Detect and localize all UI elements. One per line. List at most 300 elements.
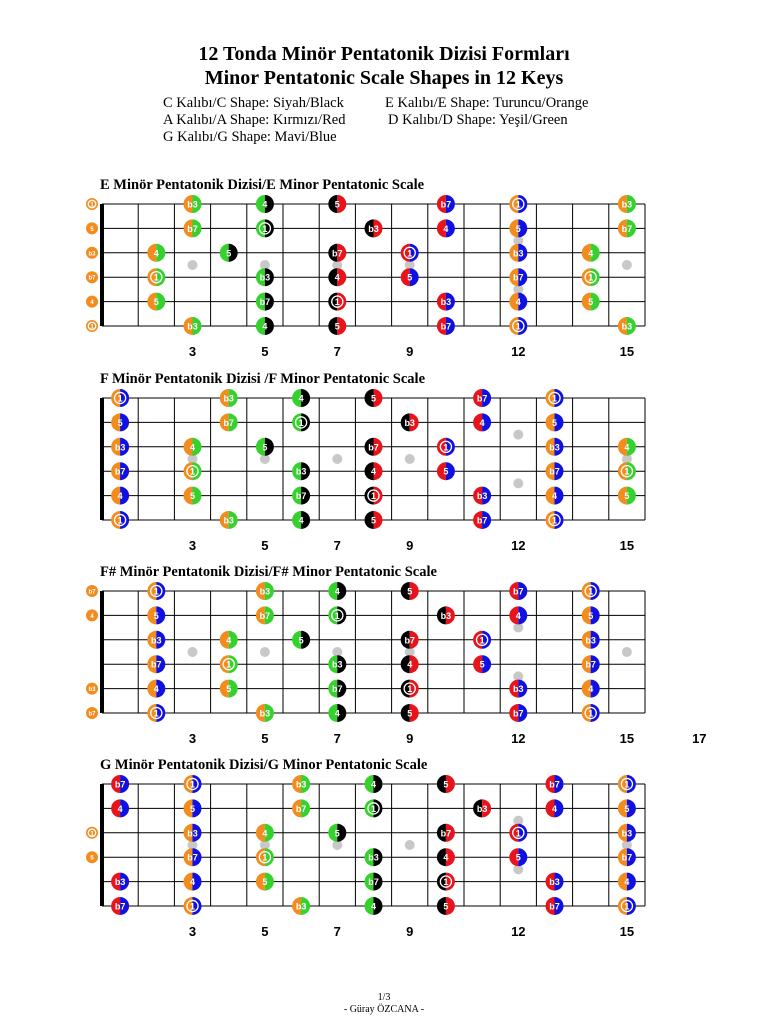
note-label: 4	[370, 779, 377, 790]
note-label: 5	[90, 226, 94, 233]
scale-note	[509, 244, 527, 262]
scale-note	[184, 487, 202, 505]
note-label: b7	[476, 393, 488, 404]
scale-note	[220, 631, 238, 649]
scale-note	[509, 195, 527, 213]
note-label: 5	[262, 877, 268, 888]
scale-note	[437, 824, 455, 842]
note-label: 5	[370, 515, 377, 526]
note-label: 5	[153, 610, 159, 621]
note-label: 4	[298, 515, 304, 526]
note-label: 1	[262, 852, 268, 863]
scale-note	[292, 487, 310, 505]
note-label: b7	[187, 223, 198, 234]
scale-note	[220, 680, 238, 698]
scale-note	[582, 704, 600, 722]
scale-note	[618, 487, 636, 505]
scale-note	[86, 198, 98, 210]
note-label: 1	[117, 393, 123, 404]
scale-note	[184, 462, 202, 480]
note-label: b3	[187, 828, 198, 839]
note-label: 1	[90, 831, 94, 838]
note-label: b7	[114, 779, 126, 790]
fret-number: 7	[333, 924, 341, 939]
scale-note	[256, 606, 274, 624]
fretboard-g-minor	[0, 770, 768, 940]
scale-note	[546, 438, 564, 456]
scale-note	[618, 873, 636, 891]
note-label: b3	[621, 321, 633, 332]
scale-note	[147, 244, 165, 262]
fret-number: 3	[188, 538, 197, 553]
board-title-f-minor: F Minör Pentatonik Dizisi /F Minor Pentatonic Scale	[100, 371, 426, 387]
scale-note	[618, 195, 636, 213]
note-label: 4	[515, 610, 521, 621]
note-label: 1	[370, 491, 377, 502]
scale-note	[437, 897, 455, 915]
scale-note	[328, 680, 346, 698]
scale-note	[546, 775, 564, 793]
fret-number: 15	[619, 344, 635, 359]
note-label: 1	[153, 708, 159, 719]
note-label: 1	[588, 586, 594, 597]
note-label: 4	[90, 300, 94, 307]
note-label: 1	[588, 272, 594, 283]
note-label: b7	[151, 659, 162, 670]
note-label: b7	[621, 852, 633, 863]
inlay-dot	[260, 647, 270, 657]
note-label: 4	[334, 272, 340, 283]
fret-number: 3	[188, 731, 197, 746]
scale-note	[618, 824, 636, 842]
scale-note	[509, 317, 527, 335]
note-label: 4	[551, 491, 558, 502]
note-label: b3	[621, 828, 633, 839]
note-label: b3	[549, 442, 560, 453]
fret-number: 3	[188, 924, 197, 939]
scale-note	[184, 195, 202, 213]
board-title-fsharp-minor: F# Minör Pentatonik Dizisi/F# Minor Pentatonic Scale	[100, 564, 437, 580]
fret-number: 9	[406, 538, 414, 553]
note-label: 1	[189, 466, 196, 477]
scale-note	[546, 873, 564, 891]
scale-note	[220, 389, 238, 407]
note-label: 5	[226, 684, 232, 695]
note-label: 1	[443, 877, 449, 888]
inlay-dot	[188, 260, 198, 270]
note-label: 1	[407, 248, 413, 259]
note-label: b7	[332, 684, 343, 695]
note-label: 1	[624, 466, 630, 477]
note-label: b3	[295, 779, 307, 790]
note-label: 1	[551, 393, 558, 404]
scale-note	[473, 389, 491, 407]
page-title-english: Minor Pentatonic Scale Shapes in 12 Keys	[204, 67, 564, 89]
note-label: b7	[513, 708, 524, 719]
scale-note	[365, 775, 383, 793]
note-label: b7	[114, 466, 126, 477]
scale-note	[401, 704, 419, 722]
note-label: b7	[332, 248, 343, 259]
note-label: 1	[551, 515, 558, 526]
note-label: b3	[151, 635, 162, 646]
note-label: 1	[90, 324, 94, 331]
note-label: 1	[515, 321, 521, 332]
note-label: 5	[334, 828, 340, 839]
scale-note	[111, 438, 129, 456]
note-label: 4	[551, 803, 558, 814]
scale-note	[256, 195, 274, 213]
scale-note	[328, 244, 346, 262]
scale-note	[473, 511, 491, 529]
note-label: 4	[407, 659, 413, 670]
note-label: b3	[114, 442, 126, 453]
note-label: 5	[298, 635, 304, 646]
scale-note	[184, 799, 202, 817]
legend-e-shape: E Kalıbı/E Shape: Turuncu/Orange	[385, 95, 589, 111]
note-label: 5	[370, 393, 377, 404]
note-label: b7	[476, 515, 488, 526]
note-label: 4	[479, 417, 485, 428]
note-label: 5	[334, 321, 340, 332]
scale-note	[473, 413, 491, 431]
scale-note	[437, 195, 455, 213]
scale-note	[401, 413, 419, 431]
note-label: 1	[298, 417, 304, 428]
board-title-e-minor: E Minör Pentatonik Dizisi/E Minor Pentatonic Scale	[100, 177, 425, 193]
note-label: 4	[334, 708, 340, 719]
note-label: b3	[440, 297, 452, 308]
note-label: 5	[624, 803, 630, 814]
scale-note	[618, 219, 636, 237]
scale-note	[147, 631, 165, 649]
scale-note	[509, 268, 527, 286]
fret-number: 15	[619, 538, 635, 553]
scale-note	[147, 655, 165, 673]
scale-note	[437, 317, 455, 335]
note-label: b3	[295, 901, 307, 912]
scale-note	[582, 606, 600, 624]
page-title-turkish: 12 Tonda Minör Pentatonik Dizisi Formları	[198, 43, 570, 65]
scale-note	[86, 222, 98, 234]
fretboard-fsharp-minor	[0, 577, 768, 747]
note-label: 1	[334, 297, 340, 308]
scale-note	[437, 606, 455, 624]
note-label: 5	[189, 803, 196, 814]
scale-note	[184, 824, 202, 842]
scale-note	[184, 438, 202, 456]
scale-note	[365, 848, 383, 866]
note-label: 1	[370, 803, 377, 814]
scale-note	[437, 873, 455, 891]
scale-note	[256, 824, 274, 842]
scale-note	[328, 268, 346, 286]
note-label: b7	[259, 610, 271, 621]
note-label: 4	[298, 393, 304, 404]
fret-number: 9	[406, 731, 414, 746]
scale-note	[328, 824, 346, 842]
legend-c-shape: C Kalıbı/C Shape: Siyah/Black	[163, 95, 344, 111]
note-label: b7	[549, 901, 560, 912]
note-label: b3	[187, 321, 198, 332]
note-label: 5	[515, 852, 521, 863]
scale-note	[184, 848, 202, 866]
scale-note	[256, 848, 274, 866]
scale-note	[401, 655, 419, 673]
scale-note	[256, 704, 274, 722]
note-label: 4	[370, 901, 377, 912]
fret-number: 7	[333, 731, 341, 746]
fret-number: 3	[188, 344, 197, 359]
scale-note	[618, 775, 636, 793]
note-label: 1	[226, 659, 232, 670]
note-label: 1	[443, 442, 449, 453]
note-label: 5	[90, 855, 94, 862]
note-label: b7	[114, 901, 126, 912]
note-label: 5	[588, 297, 594, 308]
scale-note	[220, 511, 238, 529]
inlay-dot	[513, 478, 523, 488]
scale-note	[546, 511, 564, 529]
note-label: 5	[262, 442, 268, 453]
scale-note	[111, 897, 129, 915]
note-label: 4	[226, 635, 232, 646]
scale-note	[184, 219, 202, 237]
note-label: b3	[295, 466, 307, 477]
note-label: 4	[515, 297, 521, 308]
scale-note	[582, 582, 600, 600]
scale-note	[618, 799, 636, 817]
fret-number: 9	[406, 344, 414, 359]
scale-note	[111, 487, 129, 505]
fret-number: 15	[619, 924, 635, 939]
scale-note	[147, 680, 165, 698]
note-label: b3	[476, 803, 488, 814]
scale-note	[401, 680, 419, 698]
scale-note	[256, 873, 274, 891]
fret-number: 5	[261, 344, 269, 359]
note-label: b7	[621, 223, 633, 234]
scale-note	[86, 707, 98, 719]
fret-number: 12	[511, 538, 526, 553]
scale-note	[546, 897, 564, 915]
scale-note	[292, 631, 310, 649]
note-label: b3	[513, 248, 524, 259]
scale-note	[365, 219, 383, 237]
note-label: b3	[332, 659, 343, 670]
scale-note	[618, 897, 636, 915]
fret-number: 15	[619, 731, 635, 746]
scale-note	[220, 413, 238, 431]
scale-note	[401, 244, 419, 262]
scale-note	[111, 413, 129, 431]
scale-note	[86, 247, 98, 259]
note-label: 4	[624, 877, 630, 888]
note-label: 4	[443, 223, 449, 234]
scale-note	[220, 244, 238, 262]
scale-note	[292, 897, 310, 915]
note-label: 4	[334, 586, 340, 597]
scale-note	[437, 775, 455, 793]
note-label: b7	[440, 199, 452, 210]
note-label: b3	[549, 877, 560, 888]
scale-note	[111, 799, 129, 817]
scale-note	[509, 680, 527, 698]
note-label: 4	[90, 613, 94, 620]
note-label: b3	[187, 199, 198, 210]
scale-note	[256, 219, 274, 237]
note-label: 1	[588, 708, 594, 719]
scale-note	[582, 293, 600, 311]
note-label: b7	[440, 828, 452, 839]
scale-note	[509, 704, 527, 722]
scale-note	[473, 487, 491, 505]
note-label: 4	[153, 248, 159, 259]
scale-note	[86, 851, 98, 863]
fret-number: 12	[511, 344, 526, 359]
note-label: 1	[624, 779, 630, 790]
note-label: 5	[624, 491, 630, 502]
scale-note	[147, 704, 165, 722]
scale-note	[618, 438, 636, 456]
scale-note	[292, 462, 310, 480]
scale-note	[256, 293, 274, 311]
fret-number: 7	[333, 538, 341, 553]
scale-note	[111, 389, 129, 407]
note-label: 5	[407, 586, 413, 597]
scale-note	[86, 609, 98, 621]
note-label: 1	[334, 610, 340, 621]
scale-note	[365, 799, 383, 817]
note-label: 4	[443, 852, 449, 863]
scale-note	[86, 320, 98, 332]
note-label: 4	[624, 442, 630, 453]
note-label: b7	[223, 417, 234, 428]
scale-note	[437, 848, 455, 866]
inlay-dot	[405, 840, 415, 850]
note-label: 4	[262, 199, 268, 210]
note-label: 1	[189, 779, 196, 790]
note-label: 4	[370, 466, 377, 477]
note-label: b7	[368, 442, 379, 453]
note-label: 5	[443, 779, 449, 790]
scale-note	[401, 268, 419, 286]
note-label: b7	[368, 877, 379, 888]
note-label: b7	[513, 272, 524, 283]
note-label: b7	[585, 659, 596, 670]
note-label: b7	[88, 589, 96, 596]
note-label: 1	[189, 901, 196, 912]
scale-note	[86, 271, 98, 283]
scale-note	[328, 704, 346, 722]
scale-note	[292, 511, 310, 529]
note-label: 5	[334, 199, 340, 210]
scale-note	[86, 827, 98, 839]
note-label: b3	[368, 852, 379, 863]
note-label: b7	[549, 466, 560, 477]
legend-d-shape: D Kalıbı/D Shape: Yeşil/Green	[388, 112, 568, 128]
note-label: 1	[153, 272, 159, 283]
note-label: 4	[588, 248, 594, 259]
scale-note	[147, 268, 165, 286]
note-label: b7	[549, 779, 560, 790]
scale-note	[184, 873, 202, 891]
note-label: b7	[88, 275, 96, 282]
note-label: b7	[513, 586, 524, 597]
fret-number: 12	[511, 924, 526, 939]
scale-note	[509, 848, 527, 866]
note-label: b3	[259, 586, 271, 597]
scale-note	[184, 775, 202, 793]
scale-note	[509, 824, 527, 842]
note-label: b3	[440, 610, 452, 621]
scale-note	[220, 655, 238, 673]
scale-note	[509, 293, 527, 311]
fret-number: 5	[261, 924, 269, 939]
fret-number: 12	[511, 731, 526, 746]
note-label: 5	[407, 708, 413, 719]
note-label: 5	[226, 248, 232, 259]
scale-note	[473, 631, 491, 649]
note-label: 1	[624, 901, 630, 912]
scale-note	[328, 293, 346, 311]
scale-note	[184, 317, 202, 335]
note-label: 4	[153, 684, 159, 695]
scale-note	[256, 317, 274, 335]
scale-note	[618, 317, 636, 335]
scale-note	[328, 195, 346, 213]
note-label: b3	[368, 223, 379, 234]
scale-note	[546, 462, 564, 480]
note-label: 4	[189, 442, 196, 453]
note-label: b3	[88, 251, 96, 258]
inlay-dot	[513, 430, 523, 440]
note-label: b3	[88, 687, 96, 694]
note-label: 5	[588, 610, 594, 621]
note-label: b3	[476, 491, 488, 502]
scale-note	[256, 268, 274, 286]
note-label: b3	[259, 272, 271, 283]
scale-note	[365, 389, 383, 407]
board-title-g-minor: G Minör Pentatonik Dizisi/G Minor Pentatonic Scale	[100, 757, 428, 773]
scale-note	[184, 897, 202, 915]
scale-note	[401, 582, 419, 600]
scale-note	[437, 462, 455, 480]
scale-note	[292, 389, 310, 407]
note-label: 1	[153, 586, 159, 597]
note-label: b7	[295, 491, 307, 502]
inlay-dot	[332, 454, 342, 464]
scale-note	[437, 438, 455, 456]
note-label: b7	[88, 711, 96, 718]
note-label: b7	[259, 297, 271, 308]
scale-note	[437, 293, 455, 311]
scale-note	[401, 631, 419, 649]
scale-note	[509, 606, 527, 624]
inlay-dot	[622, 647, 632, 657]
scale-note	[546, 487, 564, 505]
scale-note	[328, 606, 346, 624]
scale-note	[437, 219, 455, 237]
note-label: b3	[404, 417, 415, 428]
scale-note	[546, 799, 564, 817]
note-label: 5	[443, 466, 449, 477]
scale-note	[365, 511, 383, 529]
note-label: 5	[117, 417, 123, 428]
scale-note	[256, 438, 274, 456]
scale-note	[328, 655, 346, 673]
inlay-dot	[188, 647, 198, 657]
